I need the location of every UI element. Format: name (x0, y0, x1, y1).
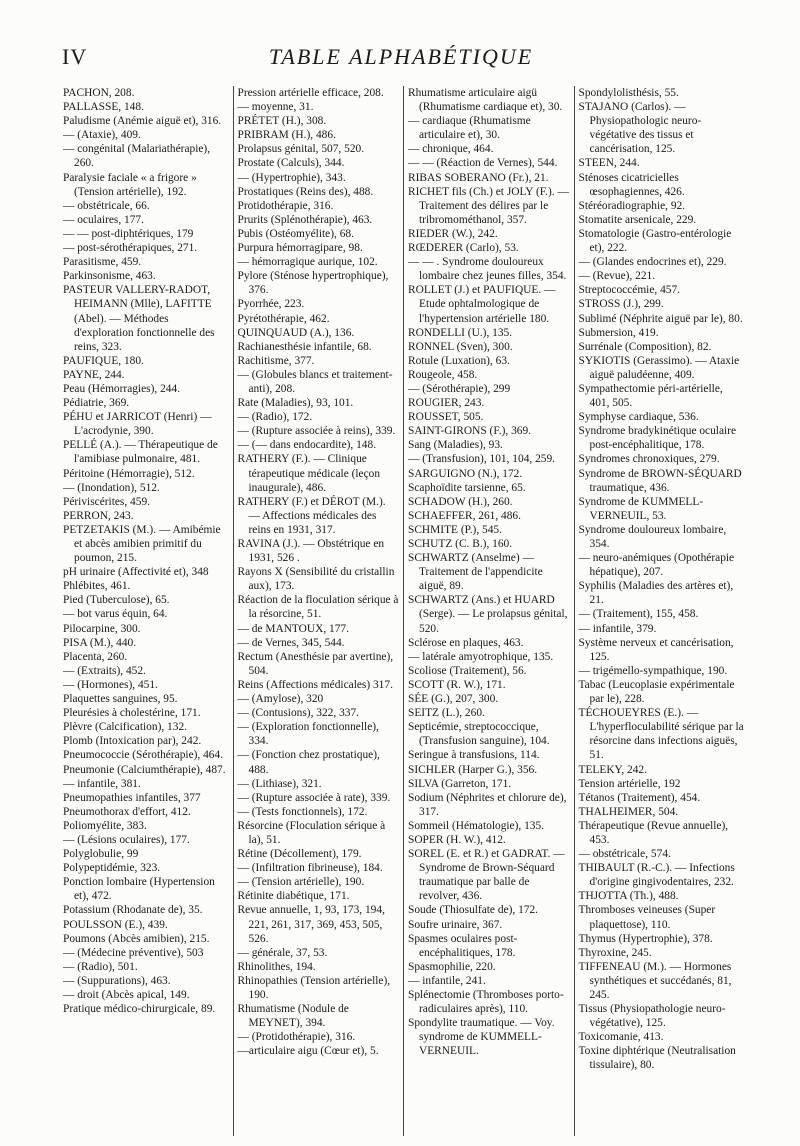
index-entry: — post-sérothérapiques, 271. (63, 242, 198, 255)
index-entry: Réaction de la floculation sérique à la résorcine, 51. (237, 594, 399, 621)
index-entry: Toxicomanie, 413. (578, 1031, 664, 1044)
index-entry: SOREL (E. et R.) et GADRAT. — Syndrome de Brown-Séquard traumatique par balle de revolver, 436. (408, 848, 565, 903)
index-entry: — (Hypertrophie), 343. (237, 171, 346, 184)
index-entry: — moyenne, 31. (237, 101, 314, 114)
index-entry: — (Exploration fonctionnelle), 334. (237, 721, 379, 748)
index-entry: Syphilis (Maladies des artères et), 21. (578, 580, 734, 607)
index-entry: —articulaire aigu (Cœur et), 5. (237, 1045, 379, 1058)
index-entry: — (Ataxie), 409. (63, 129, 141, 142)
index-entry: — (Sérothérapie), 299 (408, 382, 511, 395)
index-entry: Stomatite arsenicale, 229. (578, 213, 697, 226)
index-entry: Thymus (Hypertrophie), 378. (578, 932, 713, 945)
index-entry: Revue annuelle, 1, 93, 173, 194, 221, 261, 317, 369, 453, 505, 526. (237, 904, 385, 945)
index-entry: — infantile, 241. (408, 974, 486, 987)
index-entry: Pyorrhée, 223. (237, 298, 305, 311)
index-entry: — droit (Abcès apical, 149. (63, 989, 190, 1001)
index-entry: Phlébites, 461. (63, 580, 131, 593)
index-entry: — (Fonction chez prostatique), 488. (237, 749, 380, 776)
index-columns (63, 86, 745, 1136)
index-entry: PRIBRAM (H.), 486. (237, 129, 336, 142)
index-entry: Seringue à transfusions, 114. (408, 749, 540, 762)
index-entry: — générale, 37, 53. (237, 946, 328, 959)
index-entry: — (Tests fonctionnels), 172. (237, 805, 368, 818)
index-entry: — (Revue), 221. (578, 270, 656, 283)
index-entry: Symphyse cardiaque, 536. (578, 411, 699, 424)
index-entry: Rectum (Anesthésie par avertine), 504. (237, 650, 394, 677)
index-column-3 (404, 86, 575, 1136)
index-entry: Rate (Maladies), 93, 101. (237, 397, 354, 410)
index-entry: — chronique, 464. (408, 143, 494, 156)
index-entry: PAYNE, 244. (63, 368, 125, 381)
index-entry: Reins (Affections médicales) 317. (237, 678, 393, 691)
index-entry: Soufre urinaire, 367. (408, 918, 503, 931)
index-entry: SYKIOTIS (Gerassimo). — Ataxie aiguë paludéenne, 409. (578, 354, 740, 381)
index-entry: Parkinsonisme, 463. (63, 270, 156, 283)
index-entry: Peau (Hémorragies), 244. (63, 382, 181, 395)
index-column-1 (63, 86, 234, 1136)
index-entry: Splénectomie (Thromboses porto-radiculaires après), 110. (408, 989, 564, 1016)
index-entry: SCHWARTZ (Anselme) — Traitement de l'appendicite aiguë, 89. (408, 552, 543, 593)
index-entry: Plaquettes sanguines, 95. (63, 693, 178, 706)
index-entry: RŒDERER (Carlo), 53. (408, 242, 519, 255)
index-entry: SCHMITE (P.), 545. (408, 523, 502, 536)
index-entry: PERRON, 243. (63, 509, 134, 522)
index-entry: — neuro-anémiques (Opothérapie hépatique), 207. (578, 552, 735, 579)
index-entry: QUINQUAUD (A.), 136. (237, 326, 355, 339)
index-entry: Pyrétothérapie, 462. (237, 312, 330, 325)
index-entry: Poumons (Abcès amibien), 215. (63, 932, 210, 945)
index-entry: SILVA (Garreton, 171. (408, 777, 512, 790)
index-entry: ROUSSET, 505. (408, 411, 484, 424)
index-entry: Thérapeutique (Revue annuelle), 453. (578, 819, 729, 846)
index-entry: Tension artérielle, 192 (578, 777, 681, 790)
index-entry: Stéréoradiographie, 92. (578, 199, 686, 212)
index-entry: Rayons X (Sensibilité du cristallin aux), 173. (237, 566, 395, 593)
index-entry: — bot varus équin, 64. (63, 608, 168, 621)
index-entry: — (Radio), 172. (237, 411, 313, 424)
index-entry: Spasmes oculaires post-encéphalitiques, 178. (408, 932, 518, 959)
index-entry: — (Rupture associée à reins), 339. (237, 425, 396, 438)
index-entry: Tétanos (Traitement), 454. (578, 791, 701, 804)
index-entry: Thromboses veineuses (Super plaquettose), 110. (578, 904, 716, 931)
index-entry: Soude (Thiosulfate de), 172. (408, 904, 539, 917)
index-entry: Sclérose en plaques, 463. (408, 636, 524, 649)
index-entry: Pleurésies à cholestérine, 171. (63, 707, 201, 720)
index-column-4 (575, 86, 746, 1136)
index-entry: — (Transfusion), 101, 104, 259. (408, 453, 556, 466)
index-entry: RIBAS SOBERANO (Fr.), 21. (408, 171, 549, 184)
index-entry: RONNEL (Sven), 300. (408, 340, 513, 353)
index-entry: — (Extraits), 452. (63, 664, 146, 677)
index-entry: RATHERY (F.) et DÉROT (M.). — Affections médicales des reins en 1931, 317. (237, 495, 386, 536)
index-entry: SCOTT (R. W.), 171. (408, 678, 506, 691)
index-entry: SOPER (H. W.), 412. (408, 833, 506, 846)
index-entry: — (Globules blancs et traitement-anti), 208. (237, 368, 393, 395)
index-entry: — obstétricale, 66. (63, 199, 150, 212)
index-entry: Polyglobulie, 99 (63, 848, 139, 861)
index-entry: — cardiaque (Rhumatisme articulaire et), 30. (408, 115, 531, 142)
index-entry: Sodium (Néphrites et chlorure de), 317. (408, 791, 567, 818)
index-entry: Scaphoïdite tarsienne, 65. (408, 481, 526, 494)
index-entry: Syndrome de KUMMELL-VERNEUIL, 53. (578, 495, 704, 522)
index-entry: Péritoine (Hémorragie), 512. (63, 467, 195, 480)
index-entry: RATHERY (F.). — Clinique térapeutique médicale (leçon inaugurale), 486. (237, 453, 381, 494)
index-entry: SEITZ (L.), 260. (408, 707, 485, 720)
index-entry: Rétinite diabétique, 171. (237, 890, 350, 903)
index-entry: Syndrome de BROWN-SÉQUARD traumatique, 436. (578, 467, 742, 494)
index-entry: Pédiatrie, 369. (63, 397, 130, 410)
index-entry: POULSSON (E.), 439. (63, 918, 168, 931)
index-entry: SICHLER (Harper G.), 356. (408, 763, 538, 776)
index-entry: Submersion, 419. (578, 326, 659, 339)
index-entry: TELEKY, 242. (578, 763, 647, 776)
index-entry: — infantile, 381. (63, 777, 141, 790)
index-entry: — hémorragique aurique, 102. (237, 256, 378, 269)
index-entry: PETZETAKIS (M.). — Amibémie et abcès amibien primitif du poumon, 215. (63, 523, 221, 565)
index-entry: Syndrome bradykinétique oculaire post-encéphalitique, 178. (578, 425, 737, 452)
index-entry: — (Traitement), 155, 458. (578, 608, 699, 621)
index-entry: — de Vernes, 345, 544. (237, 636, 345, 649)
index-entry: Tabac (Leucoplasie expérimentale par le), 228. (578, 678, 735, 706)
index-entry: Rhinopathies (Tension artérielle), 190. (237, 974, 391, 1001)
index-entry: TÉCHOUEYRES (E.). — L'hyperfloculabilité sérique par la résorcine dans infections aiguës, 51. (578, 707, 744, 762)
index-entry: Paludisme (Anémie aiguë et), 316. (63, 115, 222, 128)
index-entry: Pneumopathies infantiles, 377 (63, 791, 201, 804)
index-entry: — (Médecine préventive), 503 (63, 946, 204, 959)
index-entry: PÉHU et JARRICOT (Henri) — L'acrodynie, 390. (63, 411, 212, 438)
index-entry: — infantile, 379. (578, 622, 657, 635)
index-entry: Rhinolithes, 194. (237, 960, 316, 973)
index-entry: STAJANO (Carlos). — Physiopathologic neuro-végétative des tissus et cancérisation, 125. (578, 101, 702, 156)
index-entry: SAINT-GIRONS (F.), 369. (408, 425, 532, 438)
index-entry: Ponction lombaire (Hypertension et), 472. (63, 876, 215, 903)
index-entry: Surrénale (Composition), 82. (578, 340, 712, 353)
index-entry: — (— dans endocardite), 148. (237, 439, 377, 452)
index-column-2 (234, 86, 405, 1136)
index-entry: RICHET fils (Ch.) et JOLY (F.). — Traitement des délires par le tribromométhanol, 357. (408, 185, 569, 226)
index-entry: Thyroxine, 245. (578, 946, 652, 959)
index-entry: Rétine (Décollement), 179. (237, 848, 362, 861)
index-entry: — trigémello-sympathique, 190. (578, 664, 728, 677)
index-entry: Placenta, 260. (63, 650, 128, 663)
index-entry: Pneumococcie (Sérothérapie), 464. (63, 749, 224, 762)
index-entry: — — post-diphtériques, 179 (63, 227, 194, 240)
page-header (62, 44, 740, 74)
index-entry: — (Radio), 501. (63, 960, 138, 973)
index-entry: PELLÉ (A.). — Thérapeutique de l'amibiase pulmonaire, 481. (63, 439, 218, 466)
index-entry: STEEN, 244. (578, 157, 640, 170)
index-entry: — (Inondation), 512. (63, 481, 160, 494)
index-entry: Pratique médico-chirurgicale, 89. (63, 1003, 216, 1016)
index-entry: Rotule (Luxation), 63. (408, 354, 510, 367)
index-entry: Prostate (Calculs), 344. (237, 157, 345, 170)
index-entry: — — (Réaction de Vernes), 544. (408, 157, 558, 170)
index-entry: — (Suppurations), 463. (63, 974, 171, 987)
index-entry: ROLLET (J.) et PAUFIQUE. — Etude ophtalmologique de l'hypertension artérielle 180. (408, 284, 556, 325)
index-entry: Pneumonie (Calciumthérapie), 487. (63, 763, 226, 776)
index-entry: Purpura hémorragipare, 98. (237, 242, 363, 255)
index-entry: Spondylolisthésis, 55. (578, 87, 679, 99)
index-entry: SCHWARTZ (Ans.) et HUARD (Serge). — Le prolapsus génital, 520. (408, 594, 568, 635)
index-entry: Sténoses cicatricielles œsophagiennes, 426. (578, 171, 685, 198)
index-entry: SARGUIGNO (N.), 172. (408, 467, 523, 480)
index-entry: — (Lésions oculaires), 177. (63, 833, 190, 846)
page-number: IV (62, 44, 88, 69)
index-entry: Prurits (Splénothérapie), 463. (237, 213, 373, 226)
index-entry: Résorcine (Floculation sérique à la), 51. (237, 819, 386, 846)
index-entry: Septicémie, streptococcique, (Transfusion sanguine), 104. (408, 721, 550, 748)
index-entry: — congénital (Malariathérapie), 260. (63, 143, 211, 170)
index-entry: Rachitisme, 377. (237, 354, 315, 367)
index-entry: Tissus (Physiopathologie neuro-végétative), 125. (578, 1003, 726, 1030)
index-entry: — (Infiltration fibrineuse), 184. (237, 862, 383, 875)
index-entry: RAVINA (J.). — Obstétrique en 1931, 526 . (237, 538, 385, 565)
index-entry: — — . Syndrome douloureux lombaire chez jeunes filles, 354. (408, 256, 567, 283)
index-entry: — (Lithiase), 321. (237, 777, 322, 790)
index-entry: Scoliose (Traitement), 56. (408, 664, 527, 677)
index-entry: Plèvre (Calcification), 132. (63, 721, 187, 734)
index-entry: Sang (Maladies), 93. (408, 439, 503, 452)
index-entry: PACHON, 208. (63, 87, 135, 99)
index-entry: Protidothérapie, 316. (237, 199, 334, 212)
index-entry: PASTEUR VALLERY-RADOT, HEIMANN (Mlle), LAFITTE (Abel). — Méthodes d'exploration fonctionnelle des reins, 323. (63, 284, 215, 353)
index-entry: Prostatiques (Reins des), 488. (237, 185, 374, 198)
index-entry: SCHADOW (H.), 260. (408, 495, 513, 508)
index-entry: PALLASSE, 148. (63, 101, 144, 114)
index-entry: Spondylite traumatique. — Voy. syndrome de KUMMELL-VERNEUIL. (408, 1017, 555, 1058)
index-entry: THIBAULT (R.-C.). — Infections d'origine gingivodentaires, 232. (578, 862, 735, 889)
index-entry: — oculaires, 177. (63, 213, 144, 226)
index-entry: RONDELLI (U.), 135. (408, 326, 513, 339)
index-entry: Stomatologie (Gastro-entérologie et), 222. (578, 227, 732, 255)
index-entry: Streptococcémie, 457. (578, 284, 681, 297)
index-entry: Rhumatisme (Nodule de MEYNET), 394. (237, 1003, 349, 1030)
index-entry: Plomb (Intoxication par), 242. (63, 735, 202, 748)
index-entry: Spasmophilie, 220. (408, 960, 496, 973)
index-entry: — latérale amyotrophique, 135. (408, 650, 554, 663)
index-entry: Système nerveux et cancérisation, 125. (578, 636, 734, 663)
page-title: TABLE ALPHABÉTIQUE (268, 44, 534, 69)
index-entry: Sublimé (Néphrite aiguë par le), 80. (578, 312, 743, 325)
index-entry: — obstétricale, 574. (578, 848, 671, 861)
index-entry: — (Hormones), 451. (63, 678, 158, 691)
index-entry: THJOTTA (Th.), 488. (578, 890, 679, 903)
index-entry: Pylore (Sténose hypertrophique), 376. (237, 270, 389, 297)
index-entry: Parasitisme, 459. (63, 256, 142, 269)
index-entry: RIEDER (W.), 242. (408, 227, 498, 240)
index-entry: — (Contusions), 322, 337. (237, 707, 360, 720)
index-entry: — (Tension artérielle), 190. (237, 876, 365, 889)
index-entry: pH urinaire (Affectivité et), 348 (63, 566, 209, 579)
index-entry: THALHEIMER, 504. (578, 805, 679, 818)
index-entry: Rhumatisme articulaire aigü (Rhumatisme cardiaque et), 30. (408, 87, 563, 114)
index-entry: PISA (M.), 440. (63, 636, 137, 649)
index-entry: PAUFIQUE, 180. (63, 354, 144, 367)
index-entry: SÉE (G.), 207, 300. (408, 693, 499, 706)
index-entry: Potassium (Rhodanate de), 35. (63, 904, 203, 917)
index-entry: Pression artérielle efficace, 208. (237, 87, 384, 99)
index-entry: PRÉTET (H.), 308. (237, 115, 327, 128)
index-entry: Périviscérites, 459. (63, 495, 150, 508)
index-entry: Pneumothorax d'effort, 412. (63, 805, 191, 818)
index-entry: Syndrome douloureux lombaire, 354. (578, 523, 727, 550)
index-entry: Pied (Tuberculose), 65. (63, 594, 170, 607)
index-entry: SCHUTZ (C. B.), 160. (408, 538, 513, 550)
index-entry: — (Glandes endocrines et), 229. (578, 256, 727, 269)
index-entry: TIFFENEAU (M.). — Hormones synthétiques et succédanés, 81, 245. (578, 960, 732, 1001)
index-entry: Prolapsus génital, 507, 520. (237, 143, 365, 156)
index-entry: SCHAEFFER, 261, 486. (408, 509, 521, 522)
index-entry: Polypeptidémie, 323. (63, 862, 161, 875)
index-entry: Pilocarpine, 300. (63, 622, 141, 635)
index-entry: — (Protidothérapie), 316. (237, 1031, 356, 1044)
index-entry: Paralysie faciale « a frigore » (Tension artérielle), 192. (63, 171, 197, 198)
index-entry: Syndromes chronoxiques, 279. (578, 453, 720, 466)
index-entry: Poliomyélite, 383. (63, 819, 147, 832)
index-entry: Sommeil (Hématologie), 135. (408, 819, 545, 832)
index-entry: Toxine diphtérique (Neutralisation tissulaire), 80. (578, 1045, 736, 1072)
index-entry: — de MANTOUX, 177. (237, 622, 349, 635)
index-entry: ROUGIER, 243. (408, 397, 485, 410)
index-entry: Rougeole, 458. (408, 368, 478, 381)
index-entry: Rachianesthésie infantile, 68. (237, 340, 372, 353)
index-entry: Pubis (Ostéomyélite), 68. (237, 227, 354, 240)
index-entry: Sympathectomie péri-artérielle, 401, 505. (578, 382, 723, 410)
index-entry: STROSS (J.), 299. (578, 298, 664, 311)
index-entry: — (Amylose), 320 (237, 693, 324, 706)
index-entry: — (Rupture associée à rate), 339. (237, 791, 391, 804)
